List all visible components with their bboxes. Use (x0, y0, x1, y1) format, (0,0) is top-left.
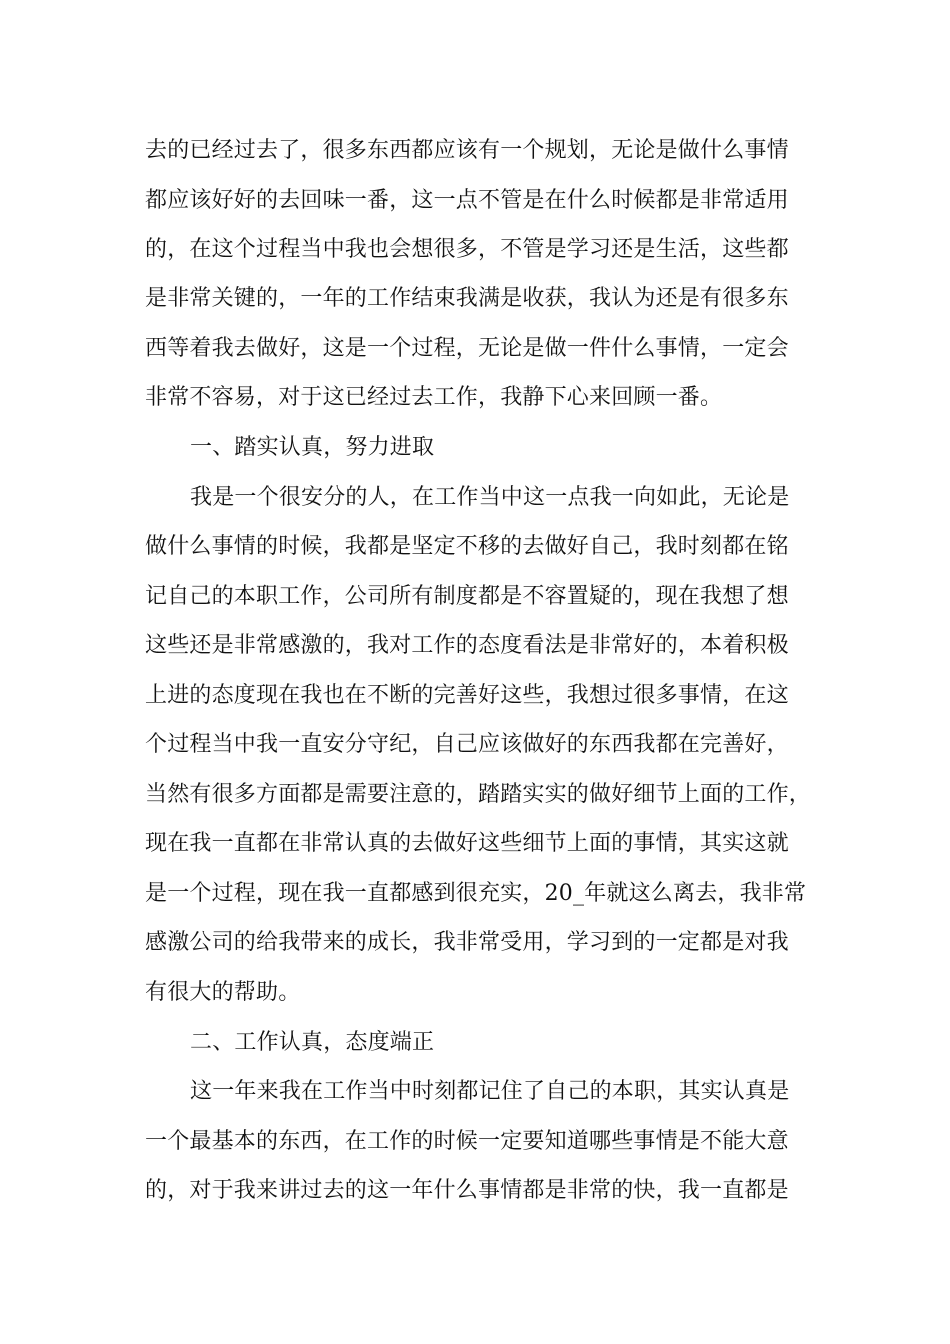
section-heading: 二、工作认真，态度端正 (190, 1030, 435, 1055)
text-line: 的，对于我来讲过去的这一年什么事情都是非常的快，我一直都是 (145, 1178, 789, 1203)
text-line: 现在我一直都在非常认真的去做好这些细节上面的事情，其实这就 (145, 831, 789, 856)
text-line: 有很大的帮助。 (145, 980, 301, 1005)
text-line: 去的已经过去了，很多东西都应该有一个规划，无论是做什么事情 (145, 138, 789, 163)
text-line: 我是一个很安分的人，在工作当中这一点我一向如此，无论是 (190, 485, 790, 510)
text-line: 个过程当中我一直安分守纪，自己应该做好的东西我都在完善好， (145, 732, 789, 757)
text-line: 一个最基本的东西，在工作的时候一定要知道哪些事情是不能大意 (145, 1129, 789, 1154)
text-line: 西等着我去做好，这是一个过程，无论是做一件什么事情，一定会 (145, 336, 789, 361)
text-line: 是一个过程，现在我一直都感到很充实，20_年就这么离去，我非常 (145, 881, 807, 906)
text-line: 这些还是非常感激的，我对工作的态度看法是非常好的，本着积极 (145, 633, 789, 658)
text-line: 上进的态度现在我也在不断的完善好这些，我想过很多事情，在这 (145, 683, 789, 708)
text-line: 这一年来我在工作当中时刻都记住了自己的本职，其实认真是 (190, 1079, 790, 1104)
text-line: 的，在这个过程当中我也会想很多，不管是学习还是生活，这些都 (145, 237, 789, 262)
text-line: 记自己的本职工作，公司所有制度都是不容置疑的，现在我想了想 (145, 584, 789, 609)
section-heading: 一、踏实认真，努力进取 (190, 435, 435, 460)
text-line: 是非常关键的，一年的工作结束我满是收获，我认为还是有很多东 (145, 286, 789, 311)
text-line: 都应该好好的去回味一番，这一点不管是在什么时候都是非常适用 (145, 188, 789, 213)
text-line: 非常不容易，对于这已经过去工作，我静下心来回顾一番。 (145, 385, 723, 410)
text-line: 当然有很多方面都是需要注意的，踏踏实实的做好细节上面的工作， (145, 782, 812, 807)
text-line: 做什么事情的时候，我都是坚定不移的去做好自己，我时刻都在铭 (145, 534, 789, 559)
text-line: 感激公司的给我带来的成长，我非常受用，学习到的一定都是对我 (145, 930, 789, 955)
